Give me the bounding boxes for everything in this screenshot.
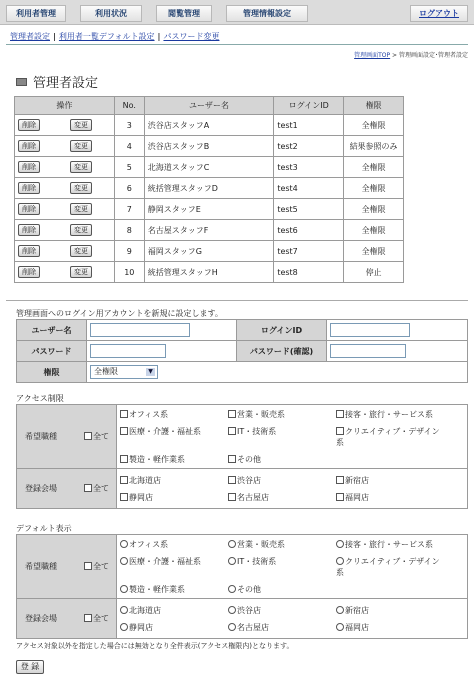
username-label: ユーザー名 bbox=[17, 320, 87, 341]
subnav-password-change[interactable]: パスワード変更 bbox=[163, 32, 220, 41]
checkbox[interactable] bbox=[336, 493, 344, 501]
radio-button[interactable] bbox=[228, 623, 236, 631]
option-checkbox-item[interactable]: 渋谷店 bbox=[228, 475, 336, 486]
delete-button[interactable]: 削除 bbox=[18, 140, 40, 152]
option-radio-item[interactable]: 静岡店 bbox=[120, 622, 228, 633]
default-venue-all-checkbox[interactable] bbox=[84, 614, 92, 622]
role-select[interactable]: 全権限 ▼ bbox=[90, 365, 158, 379]
row-username: 渋谷店スタッフB bbox=[144, 136, 274, 157]
row-no: 7 bbox=[114, 199, 144, 220]
option-radio-item[interactable]: 接客・旅行・サービス系 bbox=[336, 539, 444, 550]
row-login-id: test2 bbox=[274, 136, 344, 157]
table-row bbox=[15, 262, 404, 283]
option-checkbox-item[interactable]: 北海道店 bbox=[120, 475, 228, 486]
new-account-form bbox=[16, 319, 468, 383]
delete-button[interactable]: 削除 bbox=[18, 161, 40, 173]
edit-button[interactable]: 変更 bbox=[70, 203, 92, 215]
col-login-id: ログインID bbox=[274, 97, 344, 115]
username-input[interactable] bbox=[90, 323, 190, 337]
option-radio-item[interactable]: 福岡店 bbox=[336, 622, 444, 633]
access-job-label: 希望職種 bbox=[25, 432, 57, 441]
checkbox[interactable] bbox=[120, 455, 128, 463]
admin-table bbox=[14, 96, 404, 283]
row-role: 全権限 bbox=[344, 157, 404, 178]
row-login-id: test4 bbox=[274, 178, 344, 199]
checkbox[interactable] bbox=[228, 455, 236, 463]
row-login-id: test3 bbox=[274, 157, 344, 178]
row-username: 名古屋スタッフF bbox=[144, 220, 274, 241]
row-role: 全権限 bbox=[344, 115, 404, 136]
delete-button[interactable]: 削除 bbox=[18, 266, 40, 278]
page-title: 管理者設定 bbox=[16, 72, 98, 91]
radio-button[interactable] bbox=[336, 623, 344, 631]
checkbox[interactable] bbox=[228, 493, 236, 501]
option-checkbox-item[interactable]: その他 bbox=[228, 454, 336, 465]
password-label: パスワード bbox=[17, 341, 87, 362]
delete-button[interactable]: 削除 bbox=[18, 245, 40, 257]
option-radio-item[interactable]: 製造・軽作業系 bbox=[120, 584, 228, 595]
password-confirm-label: パスワード(確認) bbox=[237, 341, 327, 362]
edit-button[interactable]: 変更 bbox=[70, 245, 92, 257]
row-role: 全権限 bbox=[344, 241, 404, 262]
default-job-label: 希望職種 bbox=[25, 562, 57, 571]
radio-button[interactable] bbox=[228, 606, 236, 614]
radio-button[interactable] bbox=[120, 557, 128, 565]
password-confirm-input[interactable] bbox=[330, 344, 406, 358]
default-venue-label: 登録会場 bbox=[25, 614, 57, 623]
option-checkbox-item[interactable]: 営業・販売系 bbox=[228, 409, 336, 420]
option-radio-item[interactable]: 医療・介護・福祉系 bbox=[120, 556, 228, 578]
row-username: 福岡スタッフG bbox=[144, 241, 274, 262]
divider bbox=[6, 44, 468, 45]
access-venue-options bbox=[120, 475, 464, 503]
col-no: No. bbox=[114, 97, 144, 115]
row-username: 北海道スタッフC bbox=[144, 157, 274, 178]
option-checkbox-item[interactable]: オフィス系 bbox=[120, 409, 228, 420]
row-role: 結果参照のみ bbox=[344, 136, 404, 157]
option-radio-item[interactable]: 北海道店 bbox=[120, 605, 228, 616]
delete-button[interactable]: 削除 bbox=[18, 182, 40, 194]
checkbox[interactable] bbox=[336, 476, 344, 484]
radio-button[interactable] bbox=[228, 585, 236, 593]
default-section-title: デフォルト表示 bbox=[16, 524, 72, 533]
register-button[interactable]: 登 録 bbox=[16, 660, 44, 674]
footer-note: アクセス対象以外を指定した場合には無効となり全件表示(アクセス権限内)となります。 bbox=[16, 642, 294, 650]
col-role: 権限 bbox=[344, 97, 404, 115]
option-checkbox-item[interactable]: 医療・介護・福祉系 bbox=[120, 426, 228, 448]
new-account-note: 管理画面へのログイン用アカウントを新規に設定します。 bbox=[16, 309, 223, 318]
option-checkbox-item[interactable]: IT・技術系 bbox=[228, 426, 336, 448]
col-operation: 操作 bbox=[15, 97, 115, 115]
title-icon bbox=[16, 78, 27, 86]
row-username: 統括管理スタッフH bbox=[144, 262, 274, 283]
access-job-all-checkbox[interactable] bbox=[84, 432, 92, 440]
table-row bbox=[15, 157, 404, 178]
role-label: 権限 bbox=[17, 362, 87, 383]
checkbox[interactable] bbox=[228, 476, 236, 484]
row-login-id: test1 bbox=[274, 115, 344, 136]
top-nav bbox=[0, 0, 474, 25]
logout-button[interactable]: ログアウト bbox=[410, 5, 468, 22]
edit-button[interactable]: 変更 bbox=[70, 161, 92, 173]
checkbox[interactable] bbox=[336, 410, 344, 418]
option-checkbox-item[interactable]: 福岡店 bbox=[336, 492, 444, 503]
option-radio-item[interactable]: 名古屋店 bbox=[228, 622, 336, 633]
option-radio-item[interactable]: IT・技術系 bbox=[228, 556, 336, 578]
edit-button[interactable]: 変更 bbox=[70, 266, 92, 278]
login-id-input[interactable] bbox=[330, 323, 410, 337]
checkbox[interactable] bbox=[120, 410, 128, 418]
tab-admin-settings[interactable]: 管理情報設定 bbox=[226, 5, 308, 22]
sub-nav: 管理者設定 | 利用者一覧デフォルト設定 | パスワード変更 bbox=[10, 32, 220, 41]
option-radio-item[interactable]: その他 bbox=[228, 584, 336, 595]
tab-viewing[interactable]: 閲覧管理 bbox=[156, 5, 212, 22]
radio-button[interactable] bbox=[336, 557, 344, 565]
checkbox[interactable] bbox=[336, 427, 344, 435]
edit-button[interactable]: 変更 bbox=[70, 119, 92, 131]
radio-button[interactable] bbox=[336, 606, 344, 614]
edit-button[interactable]: 変更 bbox=[70, 224, 92, 236]
radio-button[interactable] bbox=[336, 540, 344, 548]
option-radio-item[interactable]: 渋谷店 bbox=[228, 605, 336, 616]
breadcrumb: 管理画面TOP > 管理画面設定･管理者設定 bbox=[354, 52, 468, 59]
login-id-label: ログインID bbox=[237, 320, 327, 341]
edit-button[interactable]: 変更 bbox=[70, 140, 92, 152]
table-row bbox=[15, 136, 404, 157]
checkbox[interactable] bbox=[120, 427, 128, 435]
default-job-all-checkbox[interactable] bbox=[84, 562, 92, 570]
table-row bbox=[15, 241, 404, 262]
row-role: 全権限 bbox=[344, 220, 404, 241]
default-table: 希望職種 全て オフィス系 営業・販売系 接客・旅行・サービス系 医療・介護・福祉系 IT・技術系 クリエイティブ・デザイン系 製造・軽作業系 その他 登録会場 全て 北海道店 渋谷店 新宿店 静岡店 名古屋店 福岡店 bbox=[16, 534, 468, 639]
col-username: ユーザー名 bbox=[144, 97, 274, 115]
row-username: 渋谷店スタッフA bbox=[144, 115, 274, 136]
row-login-id: test5 bbox=[274, 199, 344, 220]
row-role: 全権限 bbox=[344, 199, 404, 220]
subnav-default-settings[interactable]: 利用者一覧デフォルト設定 bbox=[58, 32, 155, 41]
option-radio-item[interactable]: クリエイティブ・デザイン系 bbox=[336, 556, 440, 577]
access-section-title: アクセス制限 bbox=[16, 394, 64, 403]
row-role: 停止 bbox=[344, 262, 404, 283]
option-radio-item[interactable]: 営業・販売系 bbox=[228, 539, 336, 550]
checkbox[interactable] bbox=[228, 427, 236, 435]
checkbox[interactable] bbox=[120, 476, 128, 484]
radio-button[interactable] bbox=[120, 623, 128, 631]
access-venue-label: 登録会場 bbox=[25, 484, 57, 493]
radio-button[interactable] bbox=[120, 606, 128, 614]
table-row bbox=[15, 220, 404, 241]
access-table: 希望職種 全て オフィス系 営業・販売系 接客・旅行・サービス系 医療・介護・福祉系 IT・技術系 クリエイティブ・デザイン系 製造・軽作業系 その他 登録会場 全て 北海道店 渋谷店 新宿店 静岡店 名古屋店 福岡店 bbox=[16, 404, 468, 509]
breadcrumb-top-link[interactable]: 管理画面TOP bbox=[354, 52, 391, 59]
row-login-id: test6 bbox=[274, 220, 344, 241]
breadcrumb-current: 管理画面設定･管理者設定 bbox=[398, 52, 468, 59]
tab-usage[interactable]: 利用状況 bbox=[80, 5, 142, 22]
option-checkbox-item[interactable]: 静岡店 bbox=[120, 492, 228, 503]
checkbox[interactable] bbox=[228, 410, 236, 418]
row-no: 5 bbox=[114, 157, 144, 178]
option-radio-item[interactable]: オフィス系 bbox=[120, 539, 228, 550]
delete-button[interactable]: 削除 bbox=[18, 203, 40, 215]
delete-button[interactable]: 削除 bbox=[18, 224, 40, 236]
row-username: 静岡スタッフE bbox=[144, 199, 274, 220]
access-job-options bbox=[120, 409, 464, 465]
row-no: 10 bbox=[114, 262, 144, 283]
radio-button[interactable] bbox=[120, 585, 128, 593]
checkbox[interactable] bbox=[120, 493, 128, 501]
option-checkbox-item[interactable]: クリエイティブ・デザイン系 bbox=[336, 426, 440, 447]
radio-button[interactable] bbox=[228, 557, 236, 565]
divider bbox=[6, 300, 468, 301]
default-venue-options bbox=[120, 605, 464, 633]
table-row bbox=[15, 178, 404, 199]
access-venue-all-checkbox[interactable] bbox=[84, 484, 92, 492]
edit-button[interactable]: 変更 bbox=[70, 182, 92, 194]
delete-button[interactable]: 削除 bbox=[18, 119, 40, 131]
row-no: 4 bbox=[114, 136, 144, 157]
subnav-admin-settings[interactable]: 管理者設定 bbox=[10, 32, 50, 41]
option-checkbox-item[interactable]: 新宿店 bbox=[336, 475, 444, 486]
option-checkbox-item[interactable]: 接客・旅行・サービス系 bbox=[336, 409, 444, 420]
row-no: 9 bbox=[114, 241, 144, 262]
option-checkbox-item[interactable]: 名古屋店 bbox=[228, 492, 336, 503]
row-no: 8 bbox=[114, 220, 144, 241]
row-login-id: test8 bbox=[274, 262, 344, 283]
row-no: 6 bbox=[114, 178, 144, 199]
radio-button[interactable] bbox=[120, 540, 128, 548]
row-username: 統括管理スタッフD bbox=[144, 178, 274, 199]
table-row bbox=[15, 115, 404, 136]
password-input[interactable] bbox=[90, 344, 166, 358]
row-login-id: test7 bbox=[274, 241, 344, 262]
default-job-options bbox=[120, 539, 464, 595]
row-no: 3 bbox=[114, 115, 144, 136]
radio-button[interactable] bbox=[228, 540, 236, 548]
table-row bbox=[15, 199, 404, 220]
option-radio-item[interactable]: 新宿店 bbox=[336, 605, 444, 616]
tab-user-management[interactable]: 利用者管理 bbox=[6, 5, 66, 22]
row-role: 全権限 bbox=[344, 178, 404, 199]
option-checkbox-item[interactable]: 製造・軽作業系 bbox=[120, 454, 228, 465]
chevron-down-icon: ▼ bbox=[146, 368, 155, 376]
